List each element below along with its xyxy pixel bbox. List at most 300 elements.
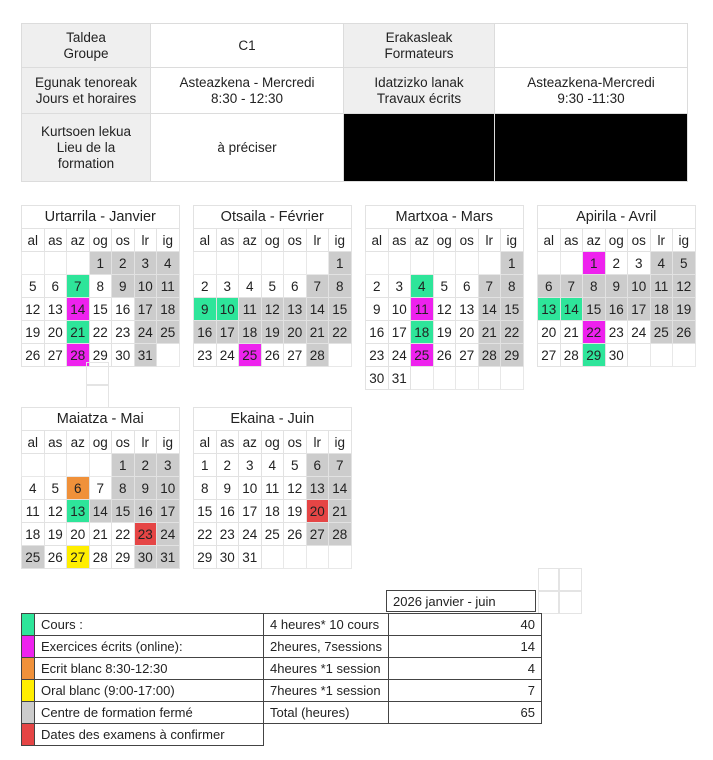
month-title: Otsaila - Février [194,206,352,229]
day-cell: 22 [501,321,524,344]
day-cell: 20 [67,523,90,546]
day-cell: 30 [134,546,157,569]
legend-value: 14 [389,636,542,658]
day-cell: 9 [216,477,239,500]
weekday-header: ig [157,431,180,454]
day-cell: 24 [134,321,157,344]
empty-day-cell [22,454,45,477]
day-cell: 15 [194,500,217,523]
day-cell: 22 [583,321,606,344]
day-cell: 10 [134,275,157,298]
day-cell: 8 [194,477,217,500]
redacted-cell [495,114,688,182]
legend-label: Oral blanc (9:00-17:00) [35,680,264,702]
day-cell: 28 [560,344,583,367]
day-cell: 25 [22,546,45,569]
empty-day-cell [673,344,696,367]
day-cell: 3 [134,252,157,275]
day-cell: 4 [650,252,673,275]
day-cell: 13 [44,298,67,321]
month-title: Apirila - Avril [538,206,696,229]
day-cell: 27 [306,523,329,546]
day-cell: 23 [134,523,157,546]
legend-label: Cours : [35,614,264,636]
empty-day-cell [239,252,262,275]
day-cell: 20 [306,500,329,523]
day-cell: 23 [194,344,217,367]
day-cell: 9 [366,298,389,321]
place-value: à préciser [151,114,344,182]
day-cell: 14 [560,298,583,321]
day-cell: 10 [157,477,180,500]
written-label: Idatzizko lanak Travaux écrits [344,68,495,114]
day-cell: 25 [239,344,262,367]
day-cell: 31 [134,344,157,367]
empty-day-cell [501,367,524,390]
empty-day-cell [411,367,434,390]
legend-detail: 4 heures* 10 cours [264,614,389,636]
day-cell: 1 [89,252,112,275]
weekday-header: as [560,229,583,252]
day-cell: 12 [284,477,307,500]
day-cell: 16 [216,500,239,523]
legend-row [22,724,542,746]
redacted-cell [344,114,495,182]
legend-row [22,636,542,658]
day-cell: 19 [44,523,67,546]
empty-day-cell [538,252,561,275]
day-cell: 15 [112,500,135,523]
day-cell: 8 [112,477,135,500]
empty-day-cell [44,454,67,477]
grid-fragment [558,590,582,614]
day-cell: 29 [89,344,112,367]
day-cell: 24 [239,523,262,546]
day-cell: 16 [366,321,389,344]
day-cell: 2 [216,454,239,477]
empty-day-cell [306,546,329,569]
empty-day-cell [650,344,673,367]
weekday-header: as [44,431,67,454]
weekday-header: ig [329,229,352,252]
day-cell: 5 [44,477,67,500]
days-label: Egunak tenoreak Jours et horaires [22,68,151,114]
weekday-header: lr [306,229,329,252]
day-cell: 31 [239,546,262,569]
empty-day-cell [22,252,45,275]
weekday-header: ig [329,431,352,454]
day-cell: 21 [306,321,329,344]
day-cell: 29 [583,344,606,367]
weekday-header: as [216,431,239,454]
day-cell: 23 [605,321,628,344]
day-cell: 11 [239,298,262,321]
day-cell: 2 [366,275,389,298]
day-cell: 19 [433,321,456,344]
calendar-table [21,407,180,569]
day-cell: 7 [67,275,90,298]
day-cell: 15 [89,298,112,321]
day-cell: 8 [89,275,112,298]
day-cell: 12 [433,298,456,321]
group-value: C1 [151,24,344,68]
day-cell: 26 [673,321,696,344]
empty-day-cell [284,252,307,275]
grid-fragment [86,384,109,408]
day-cell: 1 [194,454,217,477]
calendar-table [193,205,352,367]
empty-day-cell [67,252,90,275]
day-cell: 14 [329,477,352,500]
weekday-header: az [239,229,262,252]
day-cell: 12 [261,298,284,321]
day-cell: 28 [478,344,501,367]
day-cell: 19 [673,298,696,321]
day-cell: 7 [329,454,352,477]
legend-label: Ecrit blanc 8:30-12:30 [35,658,264,680]
month-title: Ekaina - Juin [194,408,352,431]
day-cell: 26 [284,523,307,546]
empty-day-cell [628,344,651,367]
weekday-header: al [366,229,389,252]
day-cell: 19 [261,321,284,344]
day-cell: 28 [67,344,90,367]
empty-day-cell [560,252,583,275]
day-cell: 8 [329,275,352,298]
weekday-header: ig [157,229,180,252]
day-cell: 22 [112,523,135,546]
day-cell: 23 [216,523,239,546]
day-cell: 17 [239,500,262,523]
day-cell: 19 [22,321,45,344]
calendar-table [21,205,180,367]
legend-row [22,614,542,636]
legend-swatch [22,614,35,636]
legend-swatch [22,702,35,724]
empty-day-cell [478,252,501,275]
day-cell: 28 [329,523,352,546]
grid-fragment [538,590,560,614]
day-cell: 3 [628,252,651,275]
day-cell: 31 [388,367,411,390]
day-cell: 16 [112,298,135,321]
day-cell: 14 [67,298,90,321]
day-cell: 3 [216,275,239,298]
grid-fragment [86,362,109,386]
weekday-header: og [261,229,284,252]
info-table [21,23,688,182]
day-cell: 27 [456,344,479,367]
day-cell: 25 [411,344,434,367]
day-cell: 25 [157,321,180,344]
day-cell: 3 [157,454,180,477]
weekday-header: og [433,229,456,252]
day-cell: 18 [261,500,284,523]
day-cell: 10 [239,477,262,500]
day-cell: 29 [501,344,524,367]
empty-day-cell [411,252,434,275]
day-cell: 18 [411,321,434,344]
day-cell: 9 [112,275,135,298]
weekday-header: az [67,229,90,252]
day-cell: 23 [366,344,389,367]
legend-swatch [22,658,35,680]
weekday-header: os [284,431,307,454]
day-cell: 28 [89,546,112,569]
day-cell: 27 [284,344,307,367]
day-cell: 5 [22,275,45,298]
weekday-header: ig [501,229,524,252]
weekday-header: og [605,229,628,252]
day-cell: 8 [583,275,606,298]
day-cell: 25 [650,321,673,344]
day-cell: 20 [284,321,307,344]
day-cell: 20 [538,321,561,344]
legend-value: 4 [389,658,542,680]
weekday-header: os [284,229,307,252]
day-cell: 30 [366,367,389,390]
weekday-header: os [112,229,135,252]
legend-value: 40 [389,614,542,636]
period-header: 2026 janvier - juin [386,590,536,612]
place-label: Kurtsoen lekua Lieu de la formation [22,114,151,182]
day-cell: 28 [306,344,329,367]
day-cell: 15 [583,298,606,321]
day-cell: 25 [261,523,284,546]
day-cell: 29 [194,546,217,569]
day-cell: 21 [560,321,583,344]
day-cell: 7 [89,477,112,500]
empty-day-cell [478,367,501,390]
days-value: Asteazkena - Mercredi 8:30 - 12:30 [151,68,344,114]
day-cell: 23 [112,321,135,344]
legend-label: Dates des examens à confirmer [35,724,264,746]
day-cell: 24 [388,344,411,367]
weekday-header: as [388,229,411,252]
weekday-header: os [456,229,479,252]
day-cell: 6 [456,275,479,298]
empty-day-cell [89,454,112,477]
weekday-header: az [67,431,90,454]
day-cell: 13 [538,298,561,321]
weekday-header: as [44,229,67,252]
day-cell: 9 [194,298,217,321]
day-cell: 10 [388,298,411,321]
weekday-header: az [239,431,262,454]
day-cell: 11 [411,298,434,321]
day-cell: 4 [411,275,434,298]
empty-day-cell [329,546,352,569]
day-cell: 20 [44,321,67,344]
day-cell: 11 [22,500,45,523]
day-cell: 30 [216,546,239,569]
legend-table [21,613,542,746]
legend-swatch [22,636,35,658]
day-cell: 6 [306,454,329,477]
calendar-table [365,205,524,390]
day-cell: 13 [306,477,329,500]
day-cell: 7 [560,275,583,298]
weekday-header: ig [673,229,696,252]
legend-value: 7 [389,680,542,702]
day-cell: 7 [306,275,329,298]
day-cell: 12 [22,298,45,321]
weekday-header: lr [134,229,157,252]
weekday-header: al [538,229,561,252]
weekday-header: lr [478,229,501,252]
empty-day-cell [261,546,284,569]
legend-value: 65 [389,702,542,724]
day-cell: 2 [134,454,157,477]
day-cell: 11 [157,275,180,298]
day-cell: 21 [478,321,501,344]
day-cell: 6 [67,477,90,500]
month-title: Martxoa - Mars [366,206,524,229]
day-cell: 10 [628,275,651,298]
day-cell: 20 [456,321,479,344]
day-cell: 17 [216,321,239,344]
empty-day-cell [67,454,90,477]
empty-day-cell [456,367,479,390]
empty-day-cell [44,252,67,275]
legend-label: Exercices écrits (online): [35,636,264,658]
month-title: Maiatza - Mai [22,408,180,431]
day-cell: 8 [501,275,524,298]
weekday-header: os [628,229,651,252]
weekday-header: lr [134,431,157,454]
day-cell: 26 [44,546,67,569]
day-cell: 18 [650,298,673,321]
day-cell: 1 [583,252,606,275]
calendar-table [193,407,352,569]
day-cell: 5 [261,275,284,298]
weekday-header: as [216,229,239,252]
day-cell: 17 [388,321,411,344]
empty-day-cell [157,344,180,367]
day-cell: 16 [194,321,217,344]
legend-detail: 4heures *1 session [264,658,389,680]
day-cell: 12 [44,500,67,523]
empty-day-cell [366,252,389,275]
day-cell: 18 [22,523,45,546]
trainers-value [495,24,688,68]
empty-day-cell [388,252,411,275]
day-cell: 10 [216,298,239,321]
day-cell: 22 [194,523,217,546]
day-cell: 30 [605,344,628,367]
day-cell: 5 [284,454,307,477]
day-cell: 21 [67,321,90,344]
day-cell: 17 [134,298,157,321]
day-cell: 18 [239,321,262,344]
written-value: Asteazkena-Mercredi 9:30 -11:30 [495,68,688,114]
day-cell: 3 [239,454,262,477]
day-cell: 24 [157,523,180,546]
empty-day-cell [194,252,217,275]
day-cell: 24 [628,321,651,344]
day-cell: 22 [89,321,112,344]
day-cell: 27 [538,344,561,367]
day-cell: 29 [112,546,135,569]
weekday-header: os [112,431,135,454]
weekday-header: lr [650,229,673,252]
day-cell: 6 [284,275,307,298]
empty-day-cell [456,252,479,275]
day-cell: 2 [194,275,217,298]
legend-row [22,702,542,724]
day-cell: 21 [329,500,352,523]
weekday-header: lr [306,431,329,454]
day-cell: 19 [284,500,307,523]
group-label: Taldea Groupe [22,24,151,68]
day-cell: 16 [134,500,157,523]
empty-day-cell [329,344,352,367]
day-cell: 7 [478,275,501,298]
day-cell: 15 [501,298,524,321]
day-cell: 5 [673,252,696,275]
day-cell: 27 [44,344,67,367]
day-cell: 11 [261,477,284,500]
legend-label: Centre de formation fermé [35,702,264,724]
empty-day-cell [216,252,239,275]
day-cell: 2 [112,252,135,275]
weekday-header: og [89,431,112,454]
day-cell: 17 [628,298,651,321]
day-cell: 13 [67,500,90,523]
day-cell: 4 [22,477,45,500]
day-cell: 12 [673,275,696,298]
day-cell: 13 [456,298,479,321]
day-cell: 26 [261,344,284,367]
empty-day-cell [284,546,307,569]
grid-fragment [558,568,582,592]
weekday-header: og [261,431,284,454]
calendar-table [537,205,696,367]
day-cell: 27 [67,546,90,569]
day-cell: 9 [134,477,157,500]
empty-day-cell [433,367,456,390]
day-cell: 26 [433,344,456,367]
weekday-header: al [22,431,45,454]
day-cell: 1 [329,252,352,275]
day-cell: 14 [306,298,329,321]
day-cell: 21 [89,523,112,546]
day-cell: 6 [44,275,67,298]
legend-detail: Total (heures) [264,702,389,724]
day-cell: 9 [605,275,628,298]
month-title: Urtarrila - Janvier [22,206,180,229]
grid-fragment [538,568,560,592]
day-cell: 22 [329,321,352,344]
day-cell: 1 [501,252,524,275]
day-cell: 4 [157,252,180,275]
legend-detail: 2heures, 7sessions [264,636,389,658]
empty-day-cell [433,252,456,275]
legend-swatch [22,680,35,702]
weekday-header: al [194,431,217,454]
day-cell: 3 [388,275,411,298]
day-cell: 26 [22,344,45,367]
weekday-header: az [583,229,606,252]
day-cell: 4 [261,454,284,477]
day-cell: 6 [538,275,561,298]
day-cell: 15 [329,298,352,321]
day-cell: 1 [112,454,135,477]
day-cell: 30 [112,344,135,367]
legend-detail: 7heures *1 session [264,680,389,702]
empty-day-cell [306,252,329,275]
empty-day-cell [261,252,284,275]
